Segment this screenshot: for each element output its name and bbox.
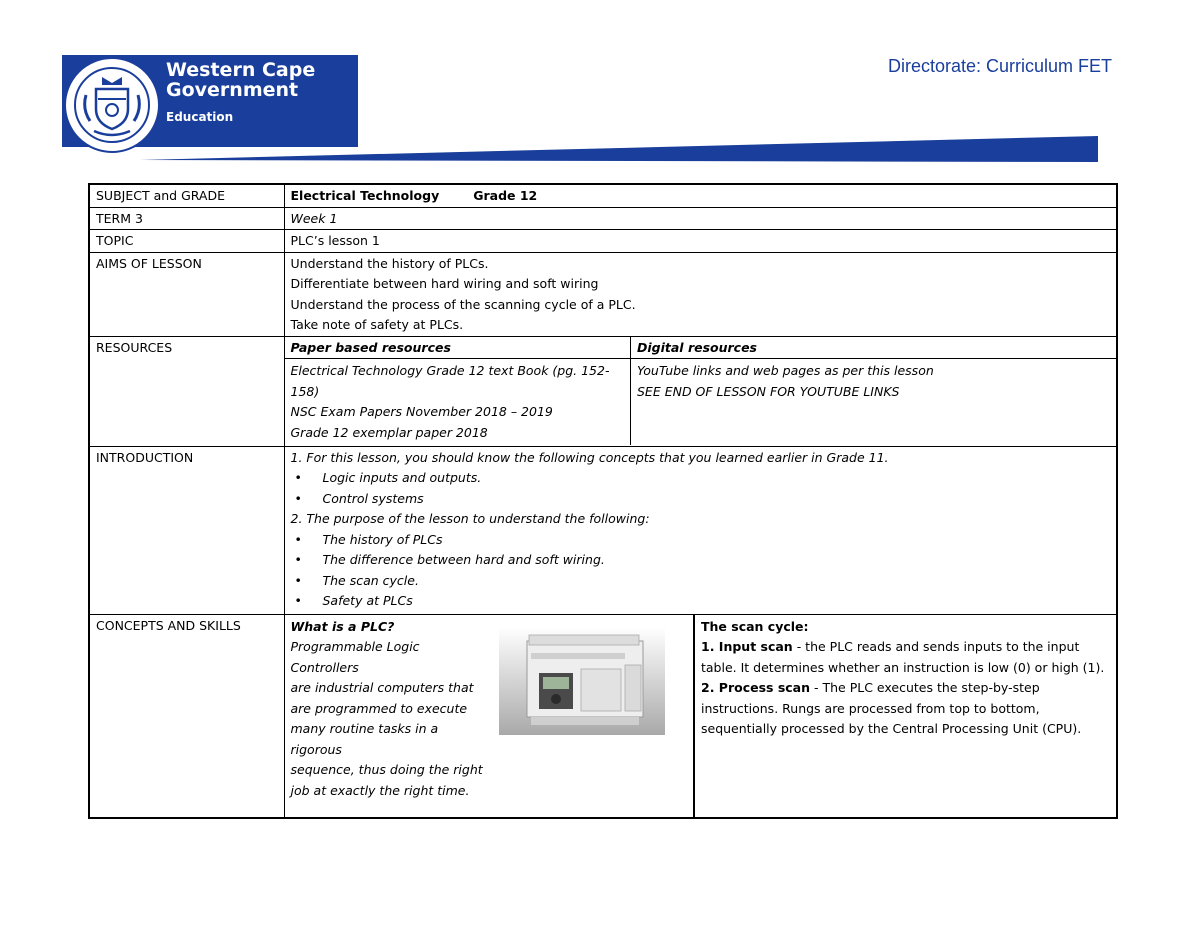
- department-name: Education: [166, 109, 234, 124]
- row-resources: [89, 336, 1117, 446]
- value-introduction: [284, 446, 1117, 614]
- org-name-line1: Western Cape: [166, 59, 316, 81]
- row-subject: [89, 184, 1117, 207]
- directorate-title: Directorate: Curriculum FET: [887, 56, 1112, 76]
- plc-line: Programmable Logic Controllers: [290, 639, 420, 675]
- plc-heading: What is a PLC?: [290, 618, 395, 634]
- label-subject: SUBJECT and GRADE: [89, 184, 284, 207]
- process-scan-paragraph: [701, 678, 1110, 740]
- scan-cycle-heading: The scan cycle:: [701, 618, 809, 634]
- paper-resources-list: [285, 359, 631, 445]
- bullet-icon: •: [294, 531, 302, 547]
- label-concepts: CONCEPTS AND SKILLS: [89, 614, 284, 818]
- list-item: [291, 489, 1111, 510]
- input-scan-text: - the PLC reads and sends inputs to the input table. It determines whether an instruction is low (0) or high (1).: [701, 639, 1105, 675]
- grade-name: Grade 12: [473, 188, 538, 203]
- aim-item: Take note of safety at PLCs.: [290, 317, 464, 332]
- input-scan-title: 1. Input scan: [701, 639, 793, 654]
- digital-resources-list: [631, 359, 1117, 445]
- bullet-icon: •: [294, 572, 302, 588]
- value-topic: PLC’s lesson 1: [284, 230, 1117, 253]
- intro-bullet: Control systems: [322, 490, 424, 506]
- label-aims: AIMS OF LESSON: [89, 252, 284, 336]
- list-item: [291, 530, 1111, 551]
- aim-item: Understand the history of PLCs.: [290, 255, 489, 271]
- plc-device-image: [499, 627, 665, 735]
- plc-line: are industrial computers that: [290, 680, 474, 695]
- digital-resource-item: SEE END OF LESSON FOR YOUTUBE LINKS: [637, 383, 900, 399]
- value-week: Week 1: [284, 207, 1117, 230]
- aim-item: Understand the process of the scanning cycle of a PLC.: [290, 296, 636, 312]
- row-term: [89, 207, 1117, 230]
- plc-line: sequence, thus doing the right: [290, 762, 483, 777]
- process-scan-text: - The PLC executes the step-by-step instructions. Rungs are processed from top to bottom, sequentially processed by the Central Processing Unit (CPU).: [701, 680, 1082, 736]
- paper-resources-heading: Paper based resources: [285, 337, 631, 359]
- label-introduction: INTRODUCTION: [89, 446, 284, 614]
- lesson-plan-table: [88, 183, 1118, 819]
- row-concepts: [89, 614, 1117, 818]
- intro-bullet: Logic inputs and outputs.: [322, 470, 482, 485]
- digital-resource-item: YouTube links and web pages as per this lesson: [637, 363, 934, 378]
- subject-name: Electrical Technology: [290, 188, 440, 203]
- value-aims: [284, 252, 1117, 336]
- paper-resource-item: Electrical Technology Grade 12 text Book (pg. 152-158): [290, 363, 610, 399]
- digital-resources-heading: Digital resources: [631, 337, 1117, 359]
- value-resources: [284, 336, 1117, 446]
- intro-bullet: The history of PLCs: [322, 531, 443, 547]
- process-scan-title: 2. Process scan: [701, 680, 811, 695]
- row-topic: [89, 230, 1117, 253]
- resources-subtable: [285, 337, 1117, 445]
- list-item: [291, 591, 1111, 612]
- row-aims: [89, 252, 1117, 336]
- label-resources: RESOURCES: [89, 336, 284, 446]
- aim-item: Differentiate between hard wiring and soft wiring: [290, 276, 599, 291]
- bullet-icon: •: [294, 470, 302, 485]
- paper-resource-item: NSC Exam Papers November 2018 – 2019: [290, 404, 553, 419]
- bullet-icon: •: [294, 552, 302, 567]
- list-item: [291, 468, 1111, 489]
- intro-bullet: The difference between hard and soft wiring.: [322, 552, 605, 567]
- intro-line-2: 2. The purpose of the lesson to understand the following:: [290, 511, 650, 526]
- org-name-line2: Government: [166, 78, 299, 101]
- bullet-icon: •: [294, 593, 302, 608]
- intro-bullet: The scan cycle.: [322, 572, 419, 588]
- label-term: TERM 3: [89, 207, 284, 230]
- value-scan-cycle: [694, 614, 1117, 818]
- value-what-is-plc: [284, 614, 694, 818]
- bullet-icon: •: [294, 490, 302, 506]
- label-topic: TOPIC: [89, 230, 284, 253]
- input-scan-paragraph: [701, 637, 1110, 678]
- list-item: [291, 571, 1111, 592]
- value-subject: [284, 184, 1117, 207]
- logo-wordmark: [166, 61, 315, 123]
- intro-line-1: 1. For this lesson, you should know the following concepts that you learned earlier in Grade 11.: [290, 449, 889, 465]
- plc-line: are programmed to execute: [290, 700, 468, 716]
- row-introduction: [89, 446, 1117, 614]
- list-item: [291, 550, 1111, 571]
- plc-line: many routine tasks in a rigorous: [290, 721, 439, 757]
- intro-bullet: Safety at PLCs: [322, 593, 413, 608]
- paper-resource-item: Grade 12 exemplar paper 2018: [290, 424, 488, 440]
- plc-line: job at exactly the right time.: [290, 782, 470, 798]
- header-stripe: [140, 134, 1098, 162]
